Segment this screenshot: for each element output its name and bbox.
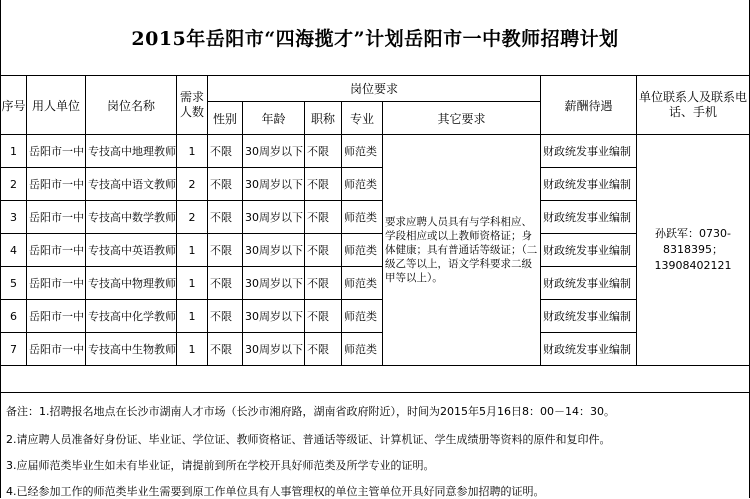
cell-position: 专技高中物理教师 — [86, 267, 177, 300]
header-title: 职称 — [305, 102, 342, 135]
header-position: 岗位名称 — [86, 76, 177, 135]
cell-salary: 财政统发事业编制 — [541, 135, 637, 168]
cell-position: 专技高中英语教师 — [86, 234, 177, 267]
cell-unit: 岳阳市一中 — [27, 333, 86, 366]
note-line: 3.应届师范类毕业生如未有毕业证，请提前到所在学校开具好师范类及所学专业的证明。 — [6, 459, 435, 472]
note-line: 2.请应聘人员准备好身份证、毕业证、学位证、教师资格证、普通话等级证、计算机证、学生成绩册等资料的原件和复印件。 — [6, 433, 611, 446]
cell-index: 7 — [1, 333, 27, 366]
cell-unit: 岳阳市一中 — [27, 300, 86, 333]
cell-gender: 不限 — [208, 201, 243, 234]
cell-title: 不限 — [305, 333, 342, 366]
header-other: 其它要求 — [383, 102, 541, 135]
cell-unit: 岳阳市一中 — [27, 168, 86, 201]
cell-salary: 财政统发事业编制 — [541, 168, 637, 201]
cell-age: 30周岁以下 — [243, 135, 305, 168]
page-title: 2015年岳阳市“四海揽才”计划岳阳市一中教师招聘计划 — [131, 28, 619, 50]
cell-major: 师范类 — [342, 333, 383, 366]
cell-index: 4 — [1, 234, 27, 267]
cell-count: 1 — [177, 234, 208, 267]
cell-position: 专技高中数学教师 — [86, 201, 177, 234]
note-line: 4.已经参加工作的师范类毕业生需要到原工作单位具有人事管理权的单位主管单位开具好同意参加招聘的证明。 — [6, 485, 545, 498]
cell-title: 不限 — [305, 267, 342, 300]
notes-section — [0, 392, 750, 499]
cell-salary: 财政统发事业编制 — [541, 333, 637, 366]
header-major: 专业 — [342, 102, 383, 135]
header-contact: 单位联系人及联系电话、手机 — [637, 76, 750, 135]
recruitment-table — [0, 75, 750, 366]
header-requirements: 岗位要求 — [208, 76, 541, 102]
cell-salary: 财政统发事业编制 — [541, 300, 637, 333]
cell-unit: 岳阳市一中 — [27, 135, 86, 168]
cell-title: 不限 — [305, 168, 342, 201]
cell-salary: 财政统发事业编制 — [541, 201, 637, 234]
cell-index: 2 — [1, 168, 27, 201]
cell-major: 师范类 — [342, 267, 383, 300]
header-count: 需求人数 — [177, 76, 208, 135]
cell-count: 1 — [177, 267, 208, 300]
cell-index: 3 — [1, 201, 27, 234]
cell-title: 不限 — [305, 234, 342, 267]
cell-contact: 孙跃军：0730-8318395；13908402121 — [637, 135, 750, 366]
header-age: 年龄 — [243, 102, 305, 135]
cell-major: 师范类 — [342, 135, 383, 168]
cell-gender: 不限 — [208, 135, 243, 168]
sheet-border-left — [0, 0, 1, 498]
cell-gender: 不限 — [208, 300, 243, 333]
cell-index: 6 — [1, 300, 27, 333]
cell-age: 30周岁以下 — [243, 201, 305, 234]
cell-salary: 财政统发事业编制 — [541, 234, 637, 267]
cell-salary: 财政统发事业编制 — [541, 267, 637, 300]
cell-age: 30周岁以下 — [243, 267, 305, 300]
table-row — [1, 135, 750, 168]
cell-count: 2 — [177, 168, 208, 201]
cell-age: 30周岁以下 — [243, 234, 305, 267]
cell-gender: 不限 — [208, 234, 243, 267]
cell-major: 师范类 — [342, 234, 383, 267]
cell-gender: 不限 — [208, 267, 243, 300]
cell-position: 专技高中生物教师 — [86, 333, 177, 366]
cell-age: 30周岁以下 — [243, 333, 305, 366]
cell-count: 1 — [177, 333, 208, 366]
header-unit: 用人单位 — [27, 76, 86, 135]
cell-index: 5 — [1, 267, 27, 300]
cell-position: 专技高中地理教师 — [86, 135, 177, 168]
cell-count: 1 — [177, 135, 208, 168]
cell-age: 30周岁以下 — [243, 300, 305, 333]
cell-count: 2 — [177, 201, 208, 234]
note-line: 备注：1.招聘报名地点在长沙市湖南人才市场（长沙市湘府路，湖南省政府附近），时间为2015年5月16日8：00－14：30。 — [6, 405, 615, 418]
cell-gender: 不限 — [208, 333, 243, 366]
cell-unit: 岳阳市一中 — [27, 267, 86, 300]
cell-title: 不限 — [305, 135, 342, 168]
cell-title: 不限 — [305, 300, 342, 333]
cell-unit: 岳阳市一中 — [27, 201, 86, 234]
cell-major: 师范类 — [342, 201, 383, 234]
header-gender: 性别 — [208, 102, 243, 135]
cell-gender: 不限 — [208, 168, 243, 201]
cell-position: 专技高中语文教师 — [86, 168, 177, 201]
cell-major: 师范类 — [342, 300, 383, 333]
cell-count: 1 — [177, 300, 208, 333]
cell-position: 专技高中化学教师 — [86, 300, 177, 333]
cell-major: 师范类 — [342, 168, 383, 201]
cell-other-requirements: 要求应聘人员具有与学科相应、学段相应或以上教师资格证；身体健康；具有普通话等级证；（二级乙等以上，语文学科要求二级甲等以上）。 — [383, 135, 541, 366]
cell-index: 1 — [1, 135, 27, 168]
cell-age: 30周岁以下 — [243, 168, 305, 201]
header-index: 序号 — [1, 76, 27, 135]
cell-title: 不限 — [305, 201, 342, 234]
header-salary: 薪酬待遇 — [541, 76, 637, 135]
cell-unit: 岳阳市一中 — [27, 234, 86, 267]
